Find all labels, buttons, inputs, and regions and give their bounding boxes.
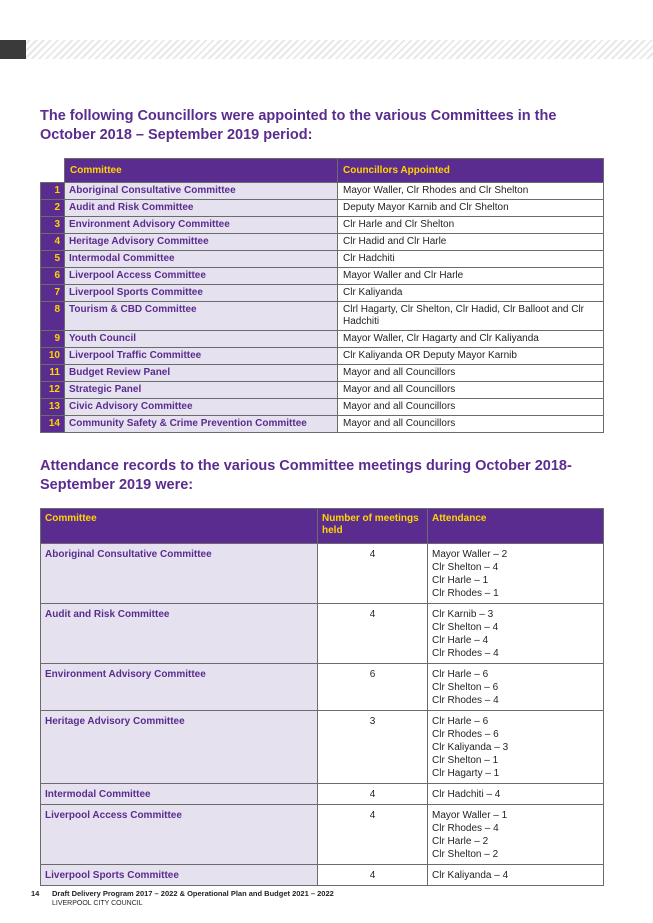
- councillors-appointed: Deputy Mayor Karnib and Clr Shelton: [338, 200, 604, 217]
- attendance-entry: Clr Rhodes – 1: [432, 588, 499, 599]
- councillors-appointed: Mayor and all Councillors: [338, 365, 604, 382]
- committee-name: Intermodal Committee: [65, 251, 338, 268]
- attendance-entry: Mayor Waller – 2: [432, 549, 508, 560]
- attendance-entry: Mayor Waller – 1: [432, 810, 508, 821]
- attendance-row: [41, 711, 604, 784]
- attendance-list: [428, 604, 604, 664]
- attendance-row: [41, 664, 604, 711]
- meetings-held: 4: [318, 604, 428, 664]
- appointment-row: [41, 399, 604, 416]
- committee-name: Liverpool Traffic Committee: [65, 348, 338, 365]
- committee-name: Strategic Panel: [65, 382, 338, 399]
- attendance-heading: Attendance records to the various Committee meetings during October 2018-September 2019 were:: [40, 458, 572, 493]
- committee-name: Community Safety & Crime Prevention Committee: [65, 416, 338, 433]
- committee-name: Audit and Risk Committee: [41, 604, 318, 664]
- appointment-row: [41, 251, 604, 268]
- attendance-entry: Clr Shelton – 4: [432, 562, 499, 573]
- committee-name: Intermodal Committee: [41, 784, 318, 805]
- attendance-row: [41, 865, 604, 886]
- attendance-entry: Clr Shelton – 6: [432, 682, 499, 693]
- committee-name: Audit and Risk Committee: [65, 200, 338, 217]
- attendance-list: [428, 865, 604, 886]
- meetings-held: 4: [318, 544, 428, 604]
- row-number: 2: [41, 200, 65, 217]
- row-number: 13: [41, 399, 65, 416]
- appointments-table: [40, 158, 604, 433]
- committee-name: Aboriginal Consultative Committee: [41, 544, 318, 604]
- councillors-column-header: Councillors Appointed: [338, 159, 604, 183]
- attendance-row: [41, 805, 604, 865]
- committee-name: Heritage Advisory Committee: [65, 234, 338, 251]
- committee-name: Environment Advisory Committee: [41, 664, 318, 711]
- appointment-row: [41, 268, 604, 285]
- row-number: 1: [41, 183, 65, 200]
- councillors-appointed: Clr Hadid and Clr Harle: [338, 234, 604, 251]
- attendance-row: [41, 604, 604, 664]
- councillors-appointed: Mayor and all Councillors: [338, 382, 604, 399]
- committee-name: Liverpool Access Committee: [41, 805, 318, 865]
- committee-name: Budget Review Panel: [65, 365, 338, 382]
- councillors-appointed: Mayor Waller and Clr Harle: [338, 268, 604, 285]
- committee-name: Youth Council: [65, 331, 338, 348]
- decorative-header-band: [0, 40, 653, 59]
- meetings-held: 6: [318, 664, 428, 711]
- footer-organisation: LIVERPOOL CITY COUNCIL: [52, 900, 143, 907]
- appointment-row: [41, 365, 604, 382]
- appointment-row: [41, 331, 604, 348]
- committee-name: Environment Advisory Committee: [65, 217, 338, 234]
- appointment-row: [41, 200, 604, 217]
- meetings-column-header: Number of meetings held: [318, 509, 428, 544]
- row-number: 12: [41, 382, 65, 399]
- attendance-row: [41, 784, 604, 805]
- page-number: 14: [31, 889, 40, 898]
- appointment-row: [41, 348, 604, 365]
- appointment-row: [41, 183, 604, 200]
- attendance-header-row: [41, 509, 604, 544]
- committee-name: Liverpool Sports Committee: [41, 865, 318, 886]
- attendance-entry: Clr Hagarty – 1: [432, 768, 500, 779]
- attendance-entry: Clr Harle – 2: [432, 836, 489, 847]
- row-number: 10: [41, 348, 65, 365]
- councillors-appointed: Clr Hadchiti: [338, 251, 604, 268]
- attendance-list: [428, 544, 604, 604]
- attendance-list: [428, 805, 604, 865]
- row-number: 3: [41, 217, 65, 234]
- meetings-held: 4: [318, 865, 428, 886]
- appointment-row: [41, 302, 604, 331]
- row-number: 9: [41, 331, 65, 348]
- row-number: 5: [41, 251, 65, 268]
- committee-name: Civic Advisory Committee: [65, 399, 338, 416]
- appointment-row: [41, 285, 604, 302]
- attendance-entry: Clr Harle – 6: [432, 716, 489, 727]
- attendance-entry: Clr Shelton – 2: [432, 849, 499, 860]
- meetings-held: 3: [318, 711, 428, 784]
- councillors-appointed: Mayor Waller, Clr Rhodes and Clr Shelton: [338, 183, 604, 200]
- row-number: 11: [41, 365, 65, 382]
- attendance-entry: Clr Rhodes – 6: [432, 729, 499, 740]
- councillors-appointed: Clr Kaliyanda OR Deputy Mayor Karnib: [338, 348, 604, 365]
- row-number: 8: [41, 302, 65, 331]
- committee-name: Liverpool Access Committee: [65, 268, 338, 285]
- meetings-held: 4: [318, 805, 428, 865]
- councillors-appointed: Clrl Hagarty, Clr Shelton, Clr Hadid, Clr Balloot and Clr Hadchiti: [338, 302, 604, 331]
- footer-document-title: Draft Delivery Program 2017 – 2022 & Operational Plan and Budget 2021 – 2022: [52, 889, 334, 898]
- blank-header-cell: [41, 159, 65, 183]
- councillors-appointed: Clr Kaliyanda: [338, 285, 604, 302]
- committee-name: Aboriginal Consultative Committee: [65, 183, 338, 200]
- attendance-entry: Clr Harle – 4: [432, 635, 489, 646]
- attendance-list: [428, 711, 604, 784]
- councillors-appointed: Clr Harle and Clr Shelton: [338, 217, 604, 234]
- attendance-entry: Clr Rhodes – 4: [432, 695, 499, 706]
- attendance-entry: Clr Rhodes – 4: [432, 823, 499, 834]
- attendance-entry: Clr Kaliyanda – 3: [432, 742, 509, 753]
- committee-name: Liverpool Sports Committee: [65, 285, 338, 302]
- attendance-column-header: Attendance: [428, 509, 604, 544]
- row-number: 4: [41, 234, 65, 251]
- meetings-held: 4: [318, 784, 428, 805]
- row-number: 6: [41, 268, 65, 285]
- row-number: 7: [41, 285, 65, 302]
- attendance-entry: Clr Rhodes – 4: [432, 648, 499, 659]
- attendance-entry: Clr Harle – 6: [432, 669, 489, 680]
- attendance-row: [41, 544, 604, 604]
- attendance-entry: Clr Harle – 1: [432, 575, 489, 586]
- appointment-row: [41, 416, 604, 433]
- attendance-entry: Clr Shelton – 1: [432, 755, 499, 766]
- councillors-appointed: Mayor and all Councillors: [338, 416, 604, 433]
- committee-column-header: Committee: [65, 159, 338, 183]
- attendance-entry: Clr Karnib – 3: [432, 609, 494, 620]
- appointment-row: [41, 382, 604, 399]
- attendance-entry: Clr Hadchiti – 4: [432, 789, 501, 800]
- attendance-entry: Clr Shelton – 4: [432, 622, 499, 633]
- appointments-heading: The following Councillors were appointed to the various Committees in the October 2018 – September 2019 period:: [40, 108, 557, 143]
- councillors-appointed: Mayor Waller, Clr Hagarty and Clr Kaliyanda: [338, 331, 604, 348]
- councillors-appointed: Mayor and all Councillors: [338, 399, 604, 416]
- appointment-row: [41, 217, 604, 234]
- committee-name: Heritage Advisory Committee: [41, 711, 318, 784]
- appointments-header-row: [41, 159, 604, 183]
- attendance-table: [40, 508, 604, 886]
- appointment-row: [41, 234, 604, 251]
- attendance-list: [428, 664, 604, 711]
- attendance-list: [428, 784, 604, 805]
- committee-column-header: Committee: [41, 509, 318, 544]
- attendance-entry: Clr Kaliyanda – 4: [432, 870, 509, 881]
- header-tab-marker: [0, 40, 26, 59]
- row-number: 14: [41, 416, 65, 433]
- committee-name: Tourism & CBD Committee: [65, 302, 338, 331]
